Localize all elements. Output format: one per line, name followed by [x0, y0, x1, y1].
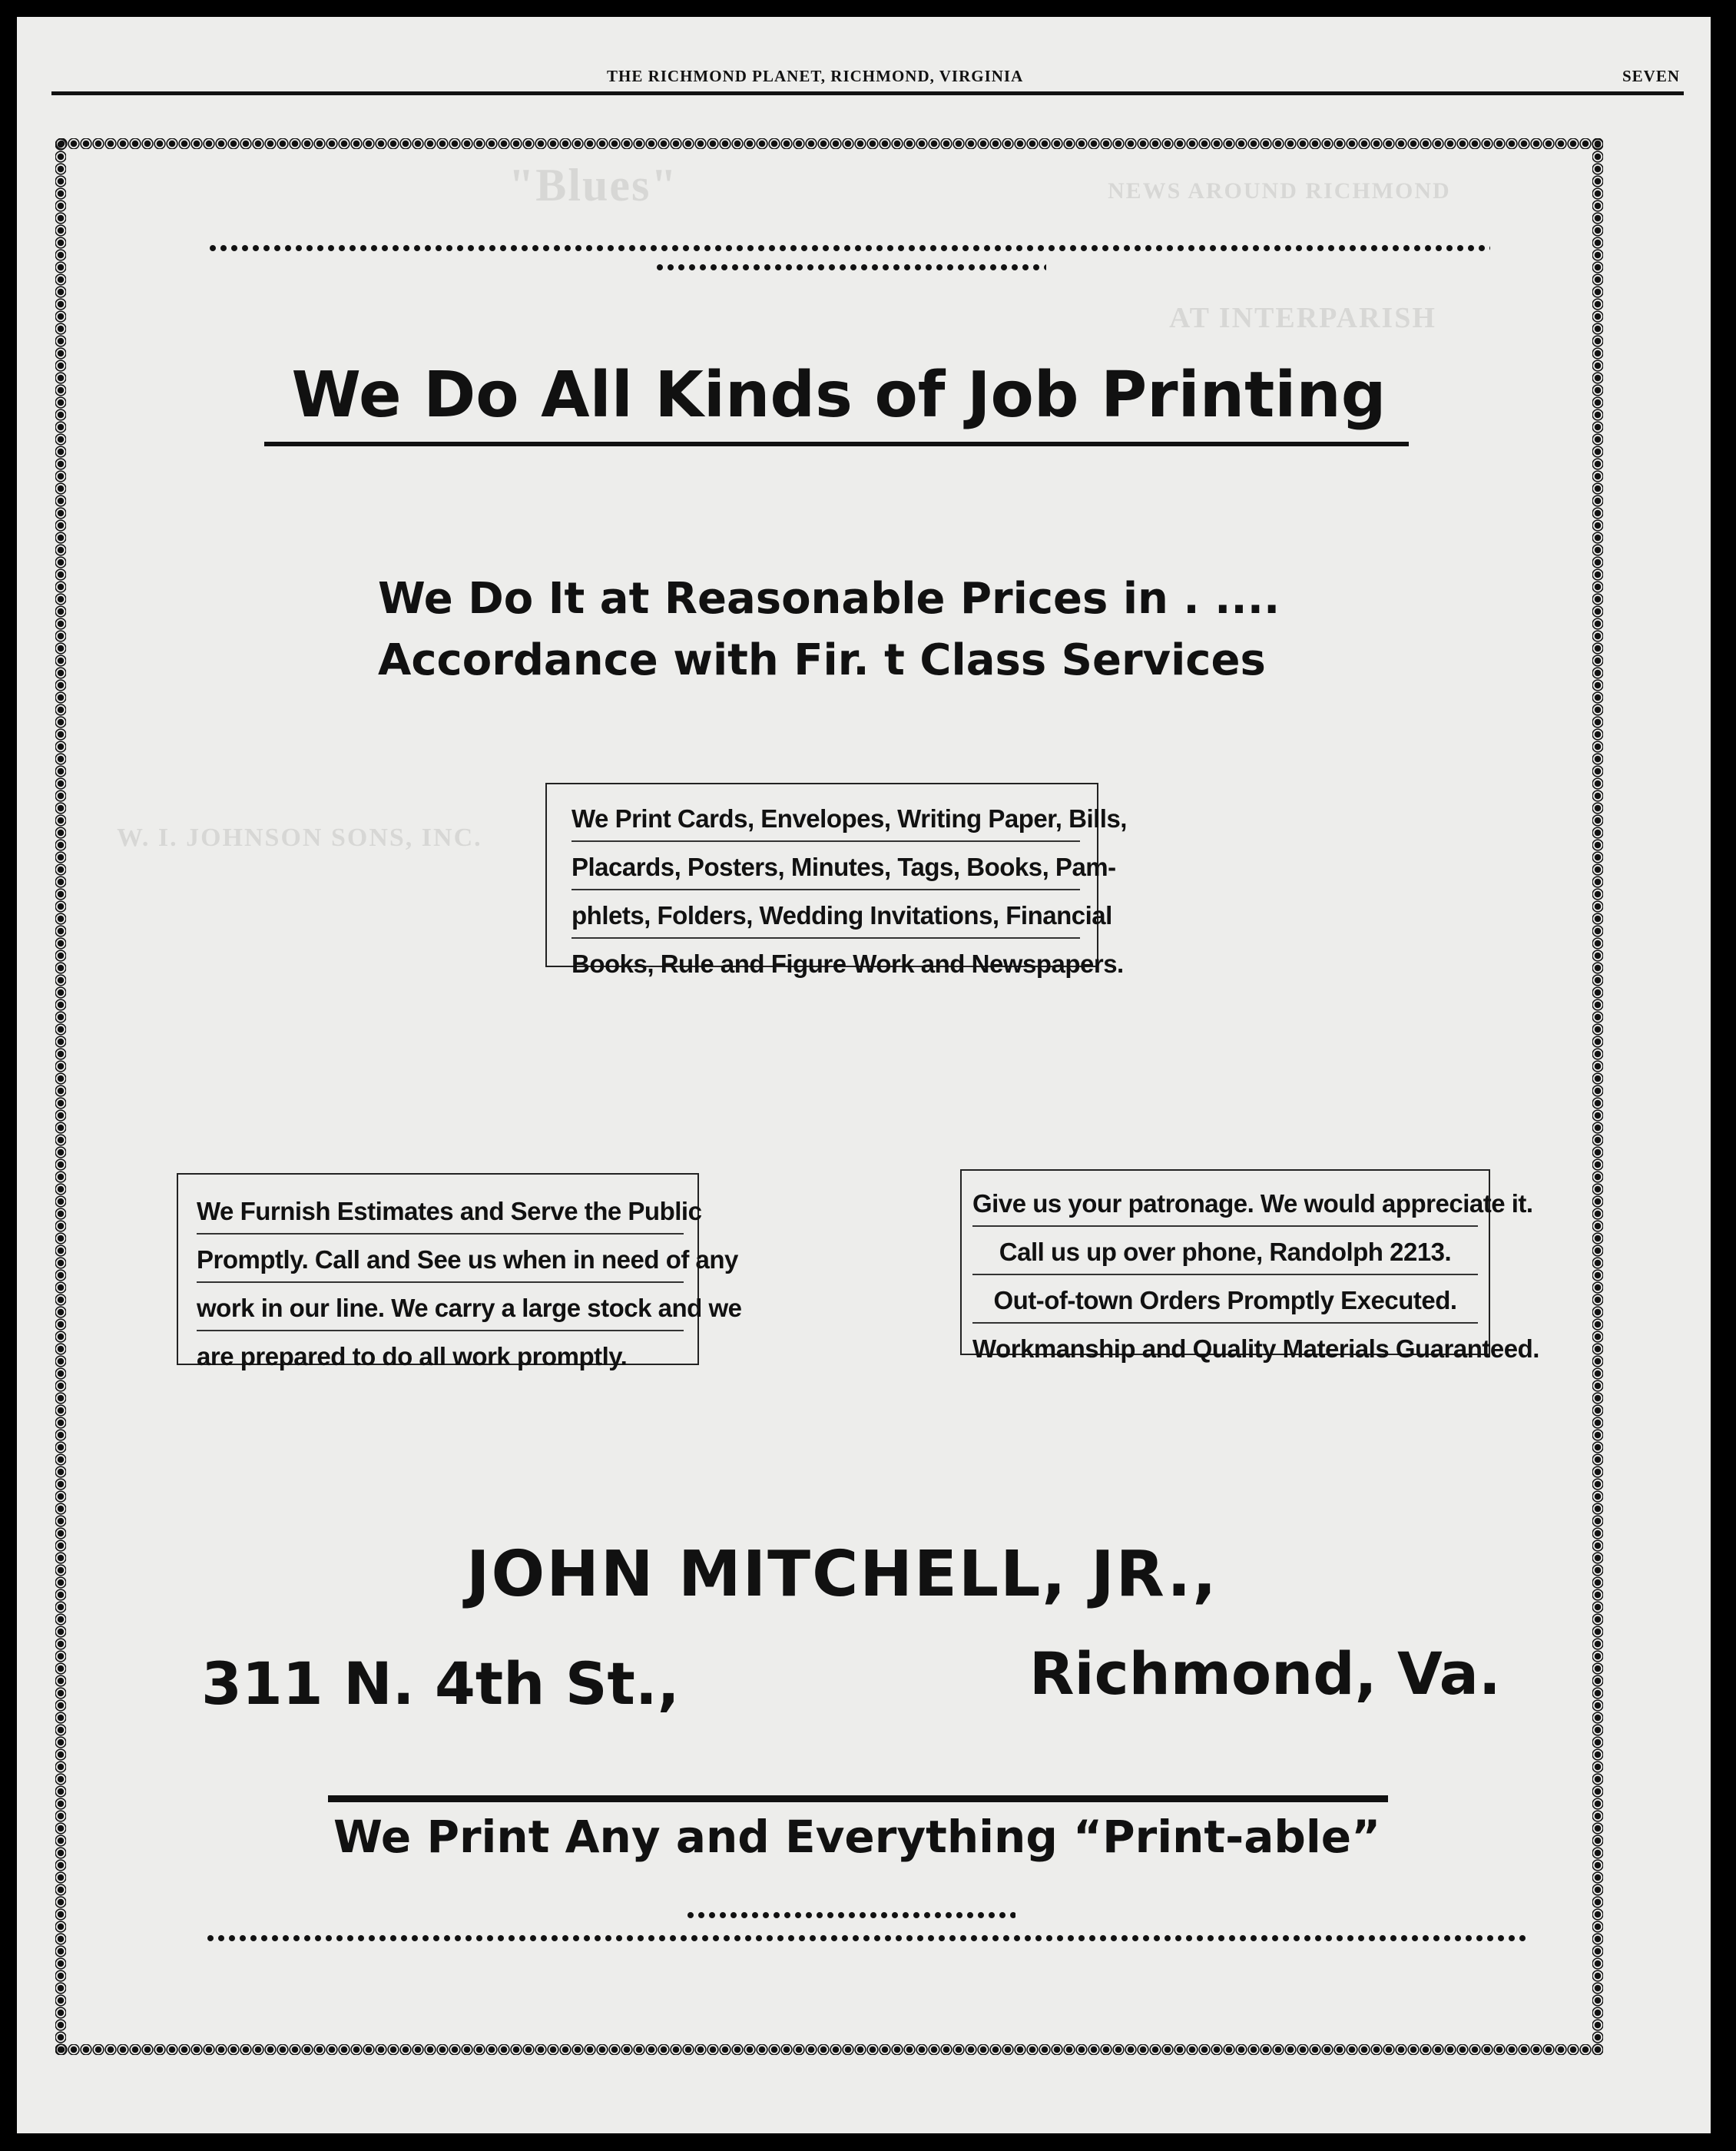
ornament-strip — [685, 1911, 1015, 1920]
estimates-box — [177, 1173, 742, 1370]
patronage-line: Call us up over phone, Randolph 2213. — [972, 1227, 1478, 1275]
estimates-line: work in our line. We carry a large stock and we — [197, 1283, 684, 1331]
headline-rule — [264, 442, 1409, 446]
estimates-line: Promptly. Call and See us when in need of any — [197, 1235, 684, 1283]
bleed-through-text: W. I. JOHNSON SONS, INC. — [117, 824, 482, 852]
city-state: Richmond, Va. — [1029, 1639, 1501, 1708]
estimates-line: are prepared to do all work promptly. — [197, 1342, 628, 1370]
masthead-title: THE RICHMOND PLANET, RICHMOND, VIRGINIA — [607, 67, 1024, 85]
border-right — [1592, 138, 1603, 2055]
ornament-strip — [207, 244, 1490, 253]
patronage-line: Out-of-town Orders Promptly Executed. — [972, 1275, 1478, 1324]
services-box — [545, 783, 1127, 978]
headline: We Do All Kinds of Job Printing — [291, 359, 1386, 432]
bleed-through-text: "Blues" — [509, 160, 678, 210]
page-number: SEVEN — [1622, 67, 1680, 85]
services-line: Books, Rule and Figure Work and Newspapers. — [571, 950, 1124, 978]
services-line: Placards, Posters, Minutes, Tags, Books, Pam- — [571, 842, 1080, 890]
tagline: We Print Any and Everything “Print-able” — [333, 1811, 1381, 1863]
ornament-strip — [654, 263, 1046, 272]
estimates-line: We Furnish Estimates and Serve the Public — [197, 1186, 684, 1235]
ornament-strip — [205, 1934, 1526, 1943]
subhead-line-1: We Do It at Reasonable Prices in . .... — [378, 574, 1280, 624]
border-left — [55, 138, 66, 2055]
masthead-rule — [51, 91, 1684, 95]
patronage-line: Workmanship and Quality Materials Guaranteed. — [972, 1334, 1539, 1363]
proprietor-name: JOHN MITCHELL, JR., — [466, 1538, 1218, 1611]
newspaper-page — [17, 17, 1711, 2133]
bleed-through-text: NEWS AROUND RICHMOND — [1108, 178, 1451, 204]
street-address: 311 N. 4th St., — [201, 1649, 680, 1718]
patronage-box — [960, 1169, 1539, 1363]
border-bottom — [55, 2044, 1603, 2055]
services-line: We Print Cards, Envelopes, Writing Paper, Bills, — [571, 794, 1080, 842]
border-top — [55, 138, 1603, 149]
services-line: phlets, Folders, Wedding Invitations, Financial — [571, 890, 1080, 939]
tagline-rule — [328, 1795, 1388, 1802]
subhead-line-2: Accordance with Fir. t Class Services — [378, 635, 1266, 685]
patronage-line: Give us your patronage. We would appreciate it. — [972, 1178, 1478, 1227]
bleed-through-text: AT INTERPARISH — [1169, 302, 1436, 334]
